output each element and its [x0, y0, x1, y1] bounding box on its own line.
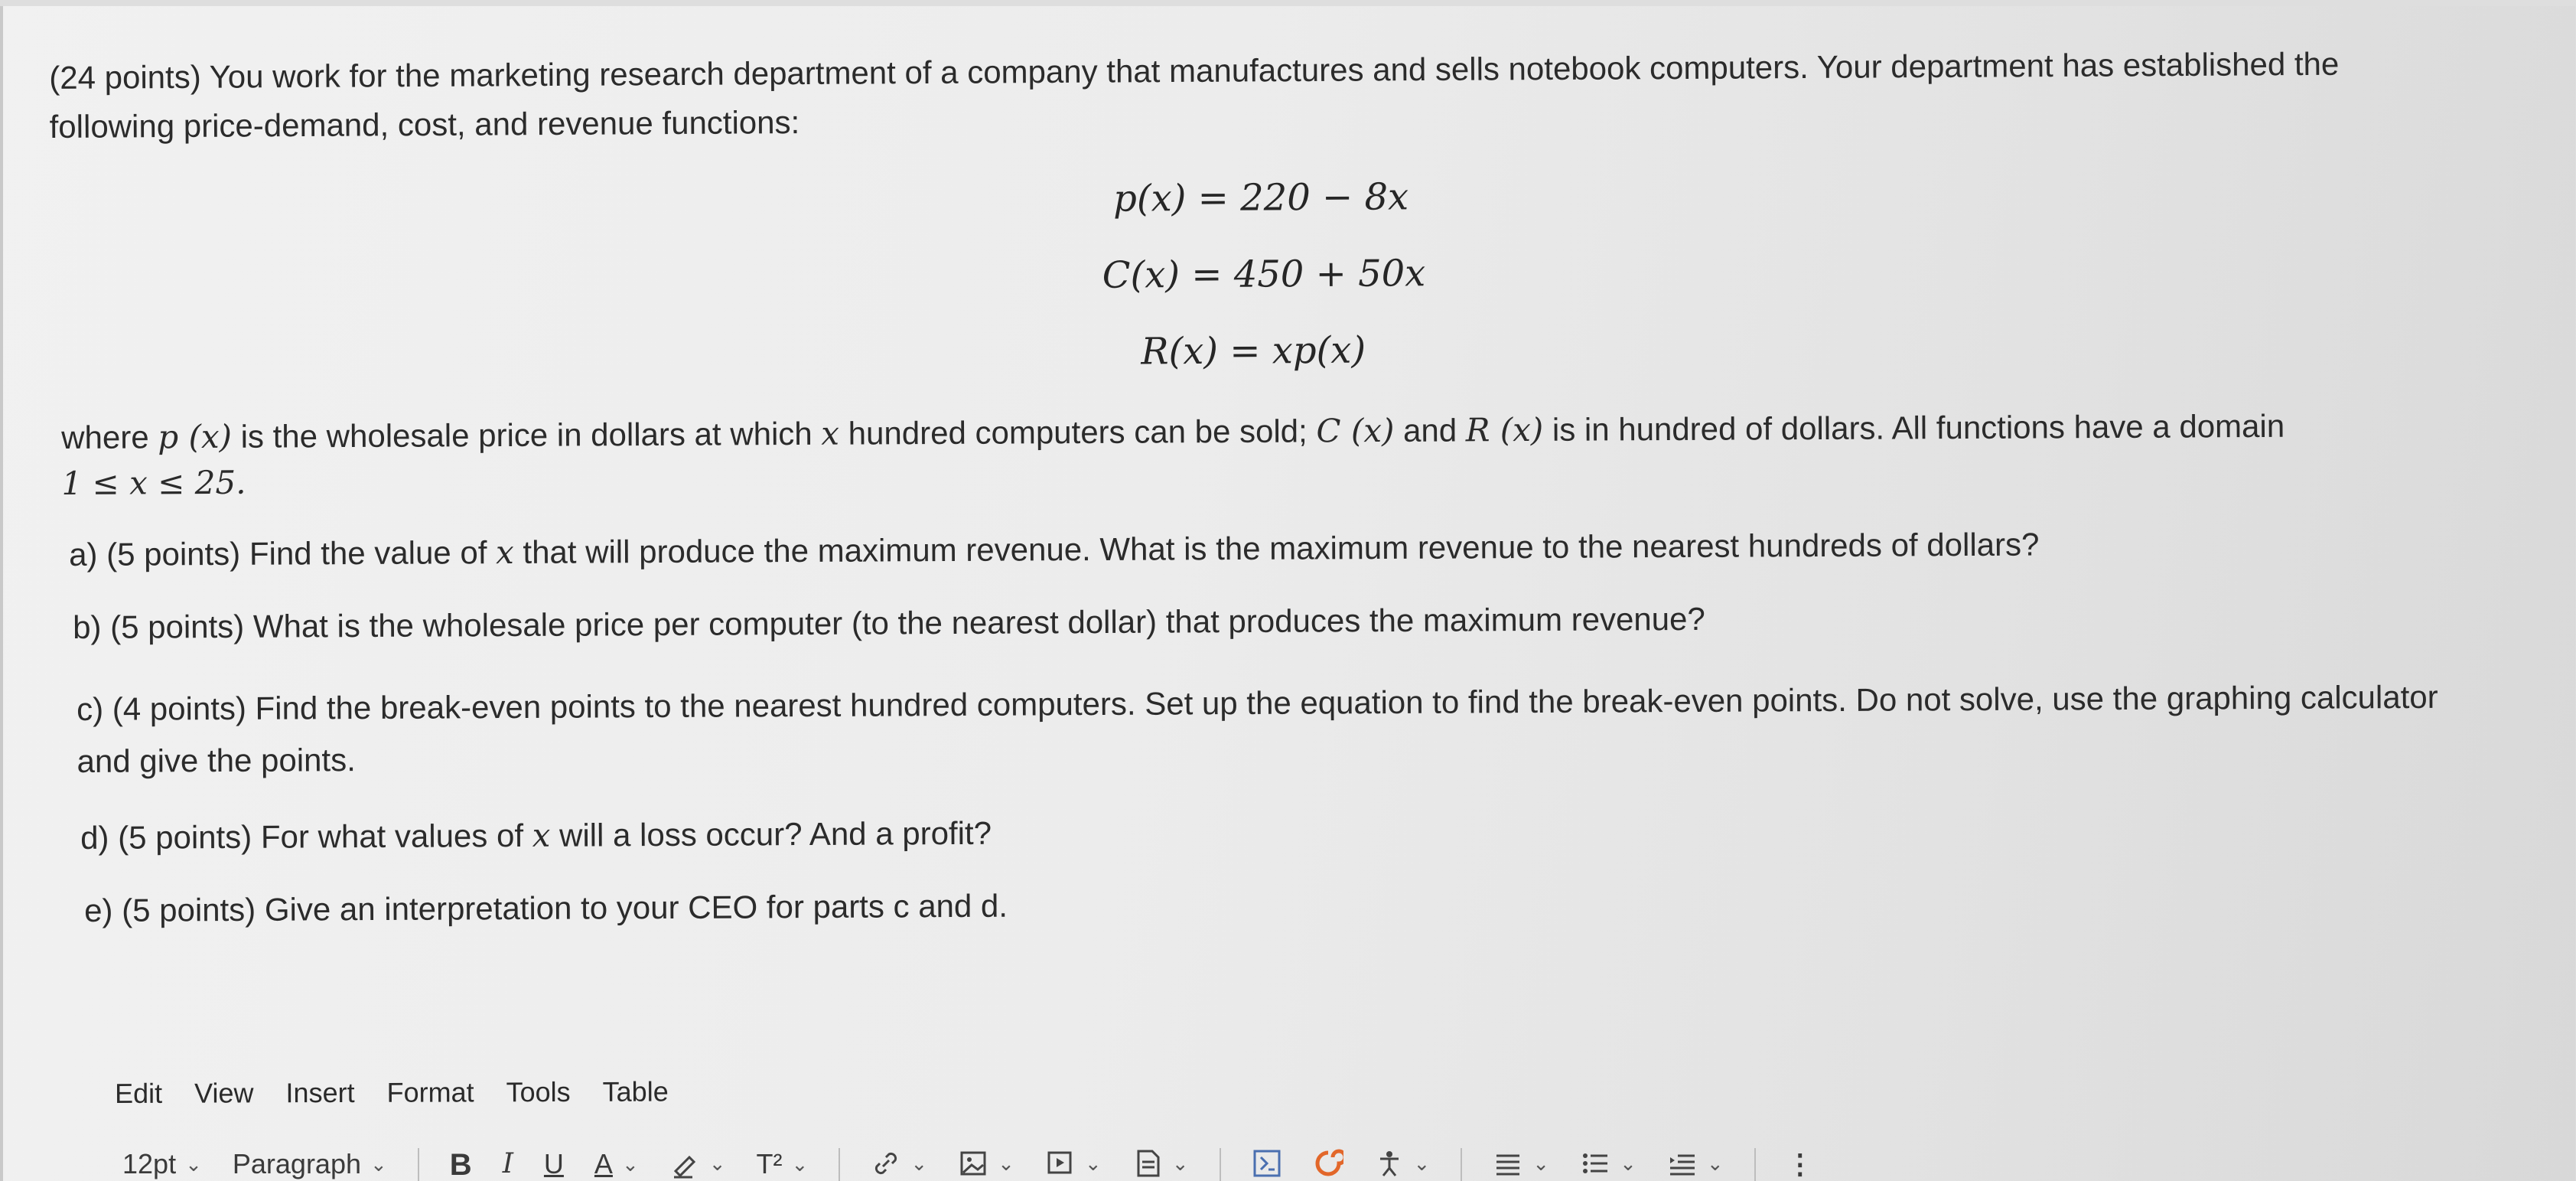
- chevron-down-icon: ⌄: [185, 1152, 202, 1176]
- media-icon: [1045, 1148, 1076, 1179]
- chevron-down-icon: ⌄: [708, 1151, 726, 1175]
- superscript-label: T²: [756, 1148, 783, 1179]
- equation-icon: [1252, 1148, 1282, 1179]
- part-d-x: x: [532, 816, 551, 854]
- part-d: [80, 814, 992, 856]
- part-d-text-1: d) (5 points) For what values of: [80, 817, 532, 856]
- text-color-button[interactable]: [594, 1148, 639, 1180]
- editor-menubar: [115, 1075, 701, 1110]
- toolbar-divider: [839, 1148, 840, 1181]
- superscript-button[interactable]: [757, 1148, 809, 1180]
- chevron-down-icon: ⌄: [998, 1151, 1014, 1175]
- menu-tools[interactable]: Tools: [506, 1075, 571, 1108]
- part-d-text-2: will a loss occur? And a profit?: [550, 814, 992, 853]
- part-a-x: x: [495, 533, 514, 572]
- part-a-text-1: a) (5 points) Find the value of: [69, 534, 497, 573]
- chevron-down-icon: ⌄: [1413, 1151, 1431, 1175]
- equation-price-demand: p(x) = 220 − 8x: [1112, 175, 1409, 220]
- where-c-of-x: C (x): [1316, 411, 1395, 450]
- where-paragraph: [61, 393, 2510, 516]
- menu-table[interactable]: Table: [602, 1075, 669, 1108]
- chevron-down-icon: ⌄: [910, 1151, 928, 1175]
- where-text-5: is in hundred of dollars. All functions have a domain: [1543, 407, 2285, 448]
- part-a-text-2: that will produce the maximum revenue. What is the maximum revenue to the nearest hundreds of dollars?: [513, 526, 2040, 570]
- part-e: e) (5 points) Give an interpretation to your CEO for parts c and d.: [84, 887, 1008, 928]
- part-b: b) (5 points) What is the wholesale price per computer (to the nearest dollar) that produces the maximum revenue?: [73, 600, 1705, 645]
- part-c: c) (4 points) Find the break-even points to the nearest hundred computers. Set up the equation to find the break-even points. Do not solve, use the graphing calculator and give the points.: [77, 678, 2438, 779]
- chevron-down-icon: ⌄: [1706, 1151, 1724, 1175]
- question-intro: [49, 28, 2483, 163]
- equation-revenue: R(x) = xp(x): [1141, 328, 1366, 374]
- chevron-down-icon: ⌄: [370, 1152, 387, 1176]
- link-button[interactable]: [871, 1148, 927, 1179]
- document-icon: [1132, 1148, 1163, 1179]
- text-color-icon: A: [594, 1148, 613, 1179]
- editor-top-border: [0, 0, 2576, 6]
- bullet-list-button[interactable]: [1580, 1148, 1636, 1179]
- swirl-button[interactable]: [1313, 1148, 1343, 1179]
- underline-button[interactable]: U: [543, 1148, 564, 1179]
- menu-insert[interactable]: Insert: [285, 1076, 355, 1109]
- document-button[interactable]: [1132, 1148, 1189, 1179]
- more-button[interactable]: ⋮: [1786, 1148, 1814, 1179]
- chevron-down-icon: ⌄: [1171, 1151, 1189, 1175]
- toolbar-divider: [1220, 1148, 1221, 1181]
- font-size-value: 12pt: [122, 1148, 177, 1179]
- toolbar-divider: [418, 1148, 419, 1181]
- menu-edit[interactable]: Edit: [115, 1077, 163, 1109]
- domain-condition: 1 ≤ x ≤ 25.: [61, 463, 246, 502]
- where-text-1: where: [61, 419, 158, 455]
- where-x: x: [821, 414, 840, 452]
- equation-button[interactable]: [1252, 1148, 1282, 1179]
- italic-button[interactable]: I: [502, 1148, 513, 1179]
- chevron-down-icon: ⌄: [1084, 1151, 1102, 1175]
- font-size-select[interactable]: [122, 1148, 202, 1180]
- block-format-select[interactable]: [233, 1148, 387, 1180]
- highlighter-icon: [669, 1148, 700, 1179]
- align-button[interactable]: [1493, 1148, 1549, 1179]
- block-format-value: Paragraph: [232, 1148, 361, 1179]
- where-p-of-x: p (x): [158, 417, 233, 456]
- bold-button[interactable]: B: [449, 1148, 472, 1181]
- highlight-button[interactable]: [669, 1148, 726, 1179]
- where-text-3: hundred computers can be sold;: [839, 413, 1317, 452]
- intro-line-2: following price-demand, cost, and revenue functions:: [49, 104, 800, 145]
- equation-cost: C(x) = 450 + 50x: [1102, 252, 1426, 297]
- where-text-4: and: [1394, 412, 1466, 449]
- link-icon: [871, 1148, 901, 1179]
- editor-toolbar: [122, 1148, 1845, 1181]
- indent-button[interactable]: [1667, 1148, 1724, 1179]
- chevron-down-icon: ⌄: [791, 1152, 809, 1176]
- menu-view[interactable]: View: [194, 1077, 254, 1109]
- where-r-of-x: R (x): [1465, 410, 1544, 449]
- chevron-down-icon: ⌄: [621, 1152, 639, 1176]
- menu-format[interactable]: Format: [386, 1076, 474, 1108]
- toolbar-divider: [1754, 1148, 1756, 1181]
- media-button[interactable]: [1045, 1148, 1102, 1179]
- bullet-list-icon: [1580, 1148, 1610, 1179]
- accessibility-button[interactable]: [1374, 1148, 1431, 1179]
- chevron-down-icon: ⌄: [1620, 1151, 1636, 1175]
- align-icon: [1493, 1148, 1523, 1179]
- accessibility-icon: [1374, 1148, 1405, 1179]
- image-icon: [958, 1148, 988, 1179]
- swirl-icon: [1313, 1148, 1343, 1179]
- toolbar-divider: [1461, 1148, 1462, 1181]
- indent-icon: [1667, 1148, 1698, 1179]
- where-text-2: is the wholesale price in dollars at which: [231, 415, 822, 455]
- image-button[interactable]: [958, 1148, 1014, 1179]
- intro-line-1: (24 points) You work for the marketing research department of a company that manufactures and sells notebook computers. Your department has established the: [49, 45, 2340, 96]
- chevron-down-icon: ⌄: [1532, 1151, 1550, 1175]
